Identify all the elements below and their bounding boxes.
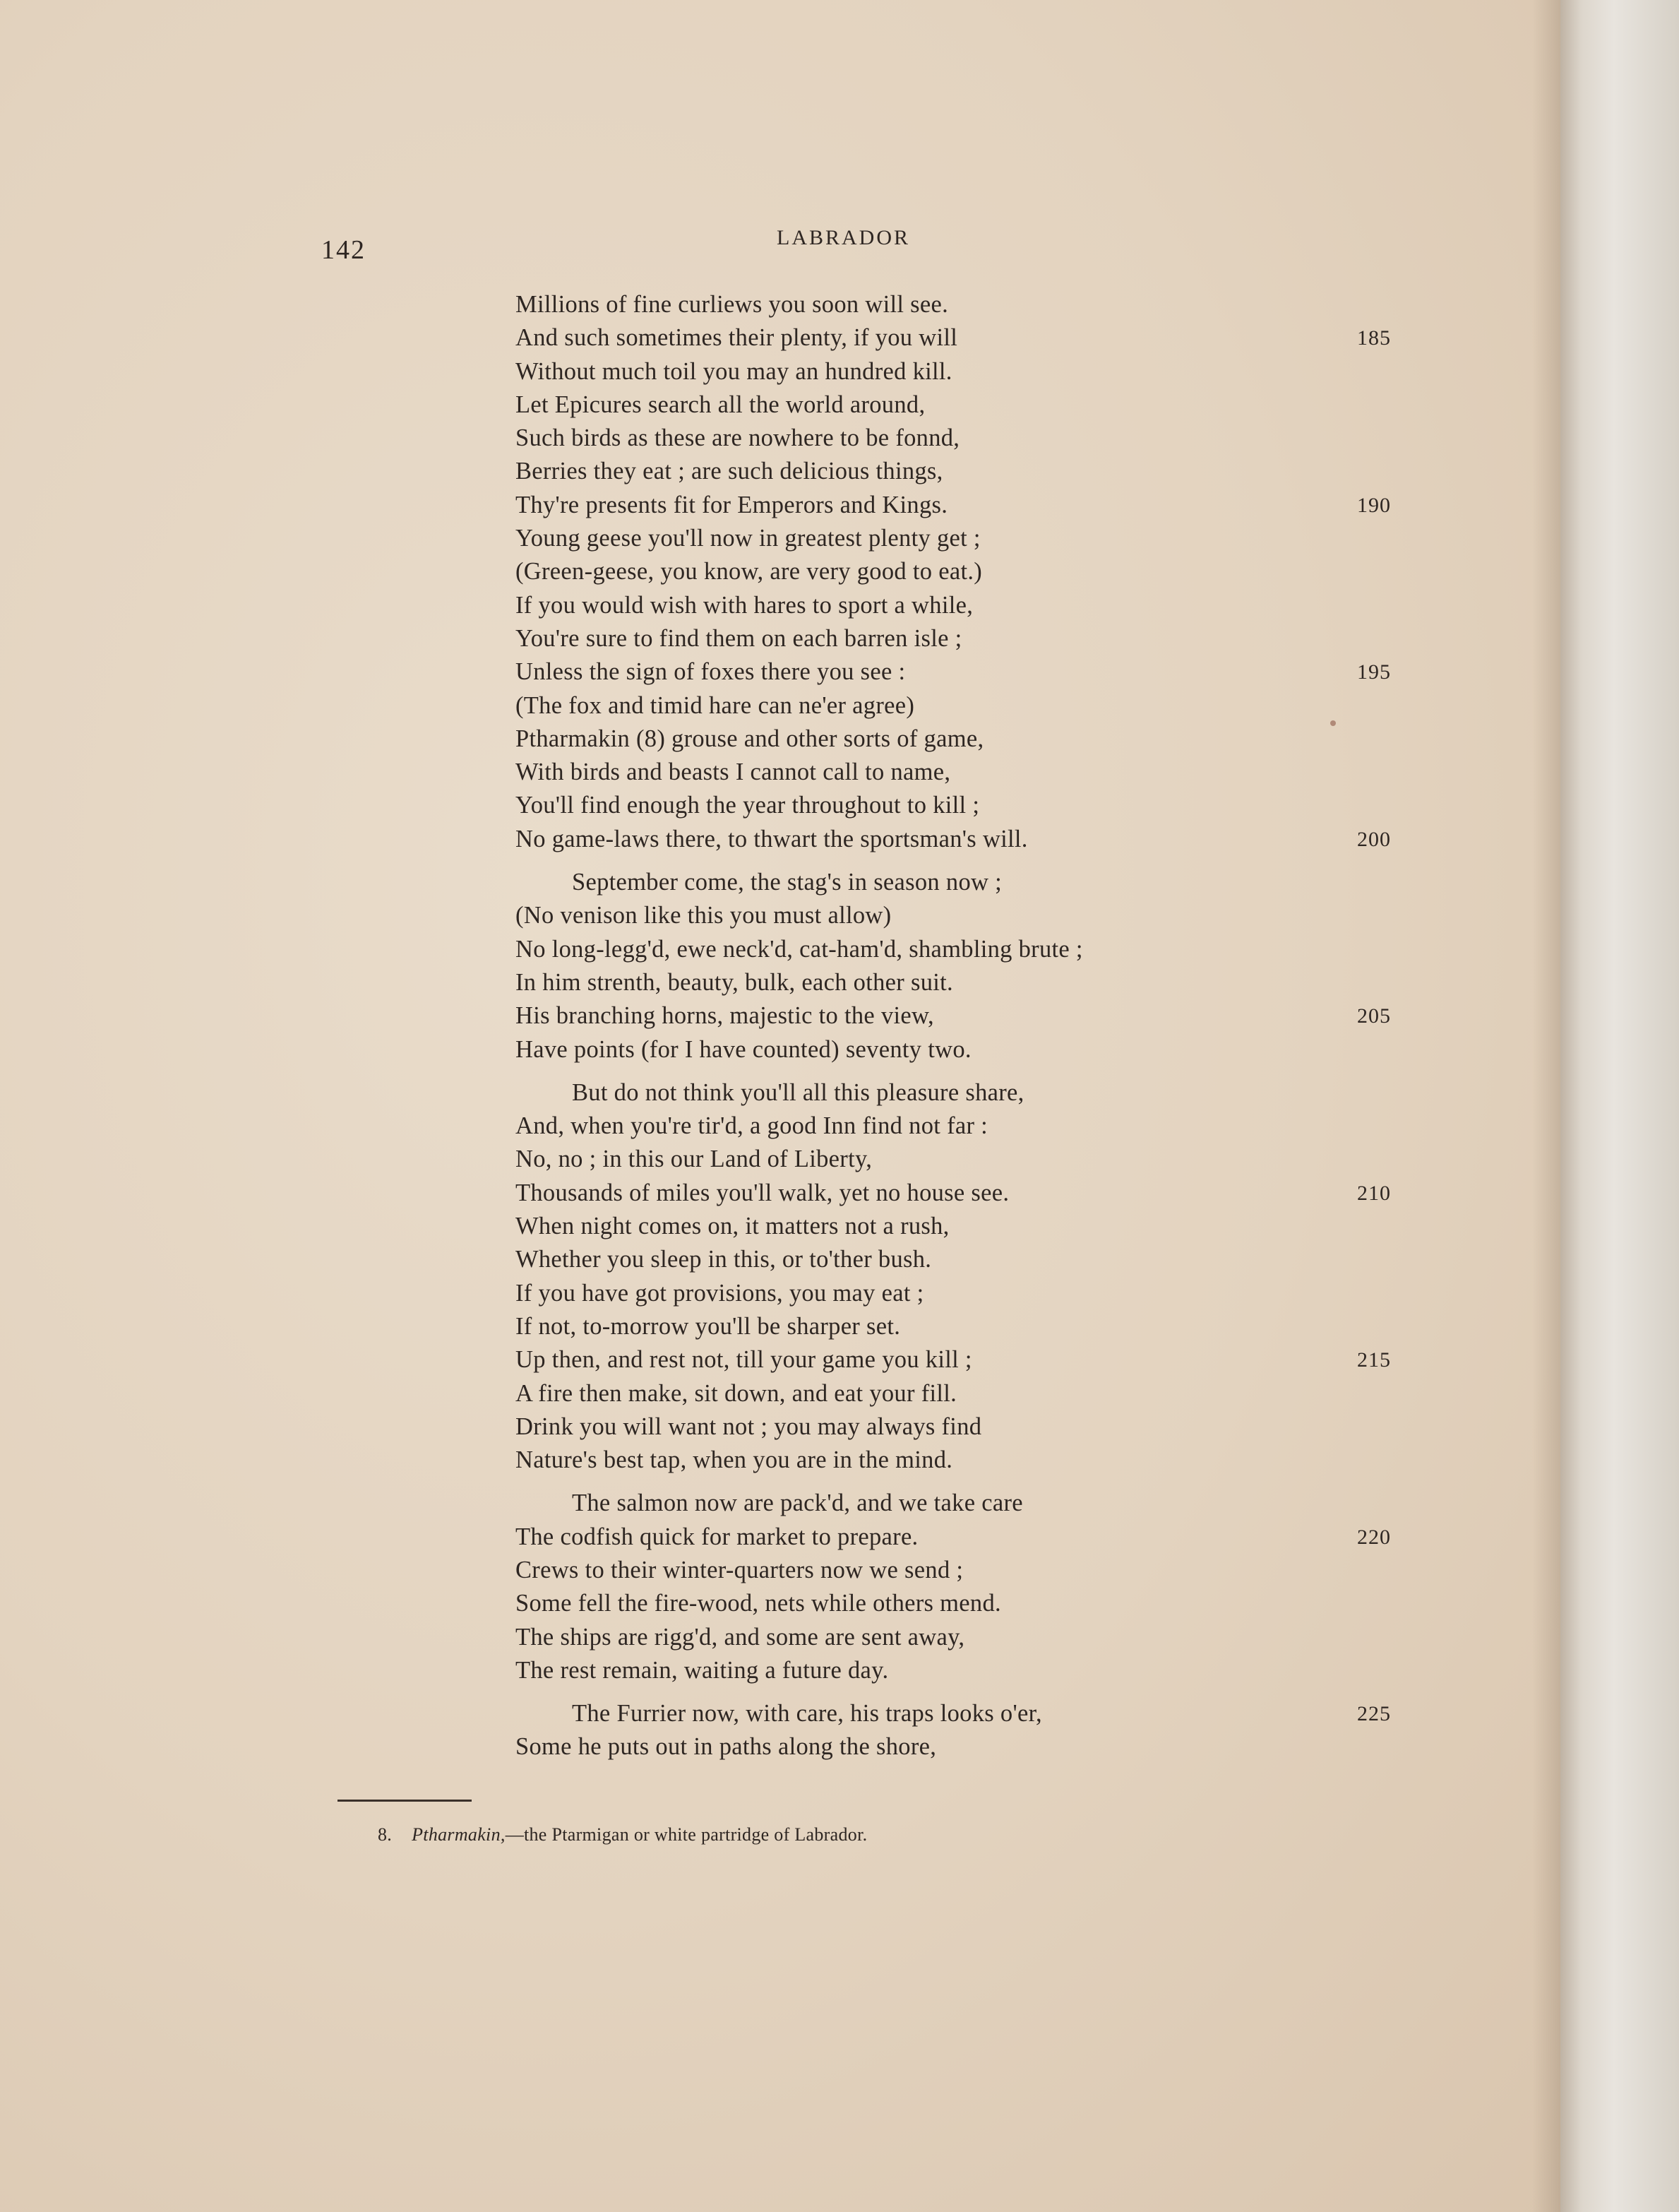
line-number: 225: [1357, 1702, 1391, 1726]
verse-line: [515, 1410, 1433, 1444]
verse-line: [515, 1554, 1433, 1587]
verse-line: [515, 1143, 1433, 1176]
verse-line: [515, 1521, 1433, 1554]
verse-line-text: In him strenth, beauty, bulk, each other suit.: [515, 968, 953, 996]
verse-line: [515, 455, 1433, 488]
page-number: 142: [321, 235, 366, 265]
verse-line-text: If you would wish with hares to sport a while,: [515, 591, 974, 619]
running-head: LABRADOR: [777, 226, 911, 249]
next-page-edge: [1560, 0, 1679, 2212]
verse-line-text: Drink you will want not ; you may always find: [515, 1413, 982, 1440]
line-number: 215: [1357, 1348, 1391, 1372]
line-number: 190: [1357, 493, 1391, 517]
stanza: [515, 1697, 1433, 1764]
verse-line-text: And such sometimes their plenty, if you will: [515, 324, 958, 352]
page-gutter-shadow: [1532, 0, 1560, 2212]
verse-line: [515, 1377, 1433, 1410]
verse-line-text: But do not think you'll all this pleasure share,: [572, 1078, 1024, 1106]
poem-body: [515, 288, 1433, 1764]
verse-line: [515, 622, 1433, 655]
verse-line: [515, 899, 1433, 932]
verse-line: [515, 355, 1433, 388]
verse-line-text: Up then, and rest not, till your game you kill ;: [515, 1346, 972, 1374]
verse-line-text: Have points (for I have counted) seventy two.: [515, 1035, 972, 1063]
verse-line-text: If not, to-morrow you'll be sharper set.: [515, 1312, 901, 1340]
verse-line: [515, 689, 1433, 723]
verse-line-text: The salmon now are pack'd, and we take care: [572, 1489, 1023, 1517]
verse-line-text: Some fell the fire-wood, nets while others mend.: [515, 1590, 1001, 1617]
stanza: [515, 866, 1433, 1066]
verse-line-text: Crews to their winter-quarters now we send ;: [515, 1556, 964, 1583]
verse-line-text: You're sure to find them on each barren isle ;: [515, 624, 962, 652]
verse-line: [515, 388, 1433, 422]
verse-line-text: Let Epicures search all the world around,: [515, 391, 926, 418]
line-number: 195: [1357, 660, 1391, 684]
verse-line-text: (No venison like this you must allow): [515, 902, 892, 929]
verse-line: [515, 1654, 1433, 1687]
footnote: [378, 1824, 867, 1845]
verse-line-text: His branching horns, majestic to the view,: [515, 1002, 934, 1030]
verse-line-text: Millions of fine curliews you soon will see.: [515, 291, 949, 318]
verse-line-text: No long-legg'd, ewe neck'd, cat-ham'd, shambling brute ;: [515, 935, 1083, 963]
verse-line-text: No game-laws there, to thwart the sportsman's will.: [515, 825, 1028, 852]
verse-line: [515, 933, 1433, 966]
verse-line: [515, 1076, 1433, 1110]
footnote-text: —the Ptarmigan or white partridge of Labrador.: [505, 1824, 868, 1845]
verse-line: [515, 1243, 1433, 1276]
verse-line: [515, 1587, 1433, 1620]
verse-line: [515, 1697, 1433, 1730]
verse-line: [515, 321, 1433, 355]
verse-line: [515, 655, 1433, 689]
verse-line: [515, 723, 1433, 756]
verse-line-text: Whether you sleep in this, or to'ther bush.: [515, 1246, 932, 1273]
stanza: [515, 288, 1433, 856]
verse-line-text: With birds and beasts I cannot call to name,: [515, 759, 951, 786]
verse-line-text: Some he puts out in paths along the shore,: [515, 1733, 937, 1761]
line-number: 185: [1357, 326, 1391, 350]
verse-line-text: And, when you're tir'd, a good Inn find not far :: [515, 1112, 988, 1140]
verse-line-text: You'll find enough the year throughout to kill ;: [515, 792, 980, 819]
verse-line: [515, 1730, 1433, 1764]
verse-line-text: (Green-geese, you know, are very good to eat.): [515, 558, 983, 585]
verse-line: [515, 489, 1433, 522]
footnote-number: 8.: [378, 1824, 393, 1845]
verse-line-text: The codfish quick for market to prepare.: [515, 1523, 919, 1550]
verse-line: [515, 1033, 1433, 1066]
verse-line-text: Ptharmakin (8) grouse and other sorts of game,: [515, 725, 984, 752]
verse-line-text: Young geese you'll now in greatest plenty get ;: [515, 525, 981, 552]
verse-line-text: When night comes on, it matters not a rush,: [515, 1213, 950, 1240]
verse-line: [515, 1487, 1433, 1520]
verse-line: [515, 756, 1433, 789]
verse-line-text: Berries they eat ; are such delicious things,: [515, 458, 943, 485]
verse-line: [515, 288, 1433, 321]
verse-line-text: (The fox and timid hare can ne'er agree): [515, 691, 915, 719]
verse-line-text: Such birds as these are nowhere to be fonnd,: [515, 424, 960, 452]
footnote-term: Ptharmakin,: [412, 1824, 506, 1845]
verse-line-text: Thy're presents fit for Emperors and Kings.: [515, 491, 948, 518]
verse-line: [515, 555, 1433, 588]
footnote-divider: [337, 1800, 472, 1802]
verse-line: [515, 789, 1433, 822]
line-number: 220: [1357, 1525, 1391, 1549]
line-number: 210: [1357, 1181, 1391, 1205]
verse-line: [515, 522, 1433, 555]
stanza: [515, 1076, 1433, 1477]
verse-line: [515, 1444, 1433, 1477]
verse-line: [515, 966, 1433, 999]
verse-line-text: Without much toil you may an hundred kill.: [515, 357, 952, 385]
verse-line-text: No, no ; in this our Land of Liberty,: [515, 1146, 873, 1173]
verse-line-text: Nature's best tap, when you are in the mind.: [515, 1446, 953, 1474]
verse-line: [515, 1110, 1433, 1143]
verse-line-text: September come, the stag's in season now ;: [572, 869, 1003, 896]
paper-blemish: [1330, 720, 1336, 726]
verse-line: [515, 422, 1433, 455]
line-number: 205: [1357, 1004, 1391, 1028]
verse-line: [515, 1343, 1433, 1376]
verse-line-text: If you have got provisions, you may eat ;: [515, 1279, 924, 1307]
verse-line: [515, 823, 1433, 856]
verse-line: [515, 866, 1433, 899]
verse-line-text: The Furrier now, with care, his traps looks o'er,: [572, 1700, 1042, 1728]
verse-line-text: Unless the sign of foxes there you see :: [515, 658, 906, 686]
verse-line: [515, 1621, 1433, 1654]
verse-line: [515, 999, 1433, 1033]
verse-line: [515, 1277, 1433, 1310]
verse-line-text: The ships are rigg'd, and some are sent away,: [515, 1623, 965, 1651]
line-number: 200: [1357, 827, 1391, 851]
verse-line: [515, 1310, 1433, 1343]
verse-line: [515, 1177, 1433, 1210]
verse-line: [515, 589, 1433, 622]
stanza: [515, 1487, 1433, 1687]
verse-line: [515, 1210, 1433, 1243]
verse-line-text: A fire then make, sit down, and eat your fill.: [515, 1379, 957, 1407]
verse-line-text: The rest remain, waiting a future day.: [515, 1656, 889, 1684]
verse-line-text: Thousands of miles you'll walk, yet no house see.: [515, 1179, 1010, 1206]
